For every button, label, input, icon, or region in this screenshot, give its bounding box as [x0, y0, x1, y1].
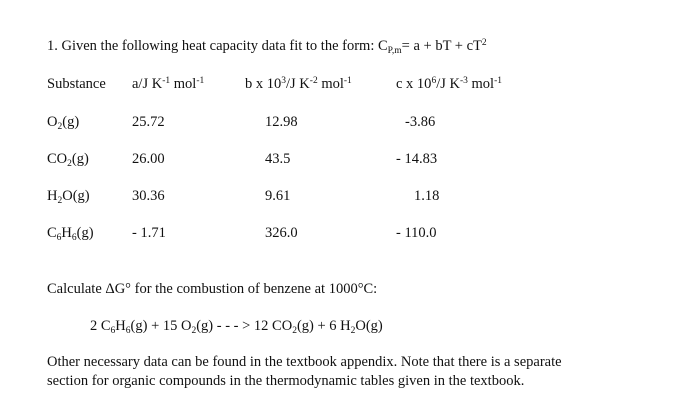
table-cell-b: 326.0 [265, 225, 298, 241]
table-row-substance: $CO_2(g)$ [47, 151, 89, 169]
note-line-2: section for organic compounds in the thermodynamic tables given in the textbook. [47, 373, 525, 389]
table-cell-b: 12.98 [265, 114, 298, 130]
header-c: c x $10^6/J$ $K^{-3}$ mol$^{-1}$ [396, 76, 502, 92]
table-cell-b: 9.61 [265, 188, 291, 204]
table-cell-c: 1.18 [414, 188, 440, 204]
table-cell-a: - 1.71 [132, 225, 166, 241]
table-row-substance: $H_2O(g)$ [47, 188, 90, 206]
header-a: a/J $K^{-1}$ mol$^{-1}$ [132, 76, 205, 92]
table-row-substance: $C_6H_6(g)$ [47, 225, 94, 243]
cp-subscript: P,m [387, 46, 402, 56]
table-cell-a: 26.00 [132, 151, 165, 167]
table-cell-a: 25.72 [132, 114, 165, 130]
table-cell-b: 43.5 [265, 151, 291, 167]
header-b: b x $10^3/J$ $K^{-2}$ mol$^{-1}$ [245, 76, 352, 92]
header-substance: Substance [47, 76, 106, 92]
calculate-instruction: Calculate ΔG° for the combustion of benzene at 1000°C: [47, 281, 378, 297]
equation-form: = a + bT + cT [401, 38, 482, 54]
table-row-substance: $O_2(g)$ [47, 114, 80, 132]
table-cell-c: -3.86 [405, 114, 436, 130]
note-line-1: Other necessary data can be found in the textbook appendix. Note that there is a separate [47, 354, 562, 370]
table-cell-c: - 14.83 [396, 151, 438, 167]
question-heading [47, 38, 487, 55]
t-exponent: 2 [481, 38, 487, 48]
table-cell-c: - 110.0 [396, 225, 437, 241]
question-intro: 1. Given the following heat capacity data fit to the form: C [47, 38, 388, 54]
table-cell-a: 30.36 [132, 188, 165, 204]
delta-g: ΔG° [105, 281, 131, 297]
reaction-equation: 2 $C_6H_6(g) + 15$ $O_2(g)$ - - - > 12 $CO_2(g) + 6$ $H_2O(g)$ [90, 318, 383, 336]
